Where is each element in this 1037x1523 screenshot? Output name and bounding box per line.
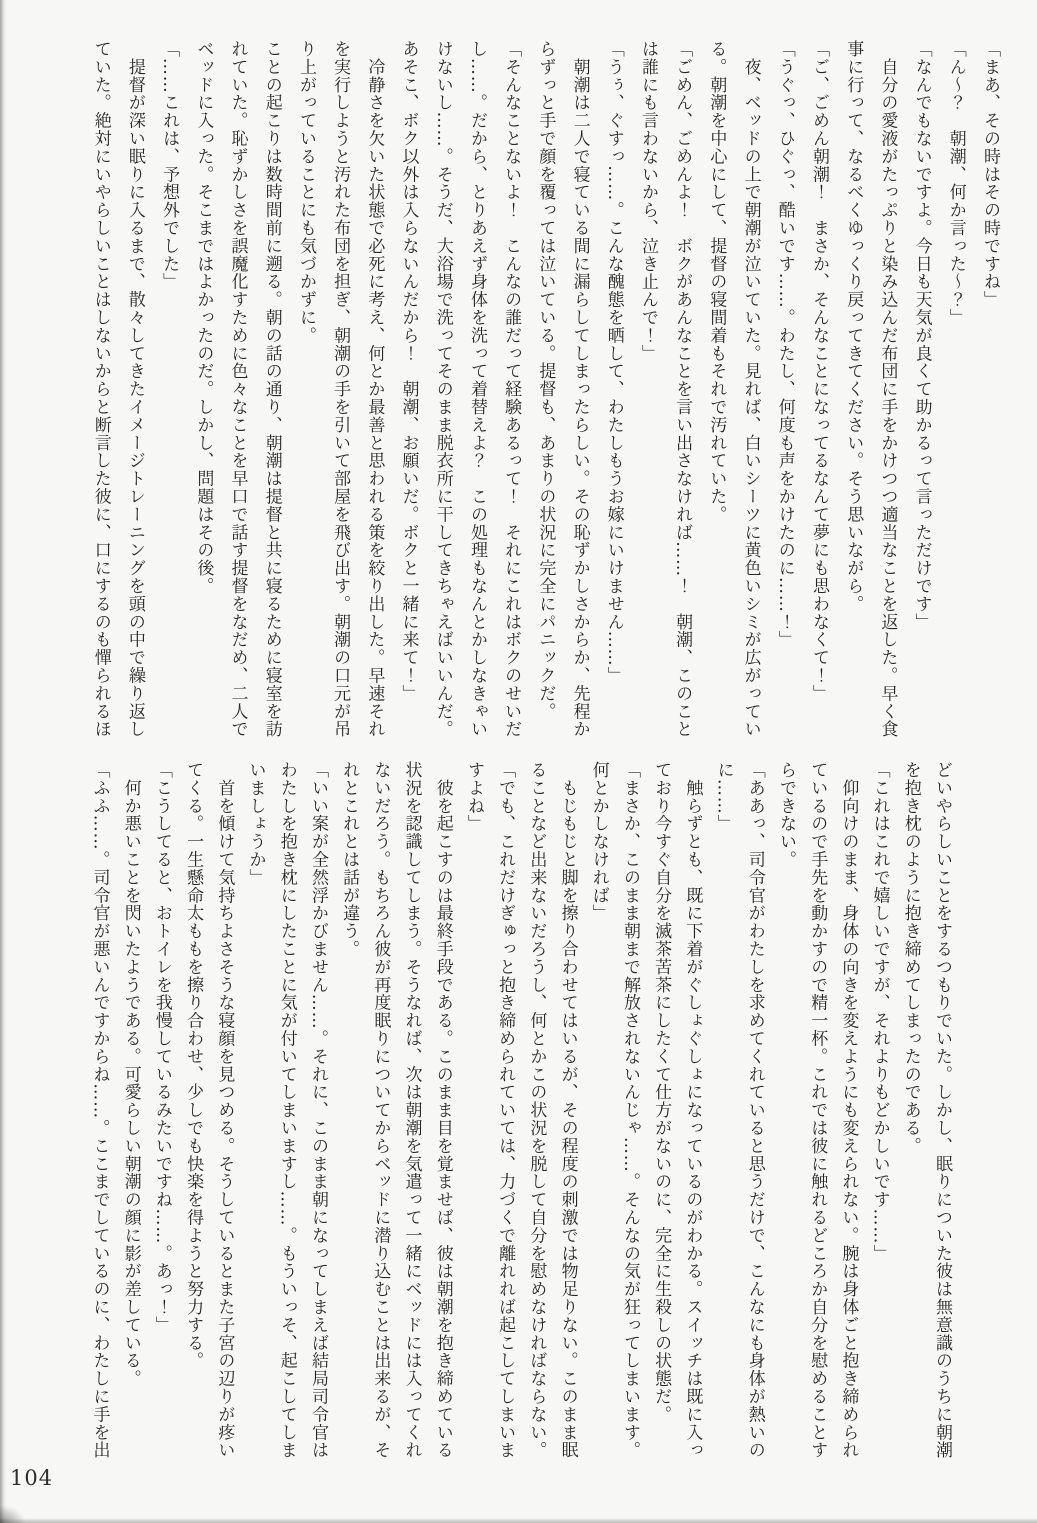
text-line: 「ふふ……。司令官が悪いんですからね……。ここまでしているのに、わたしに手を出: [89, 761, 110, 1460]
text-line: 「こうしてると、おトイレを我慢しているみたいですね……。あっ！」: [151, 761, 172, 1334]
text-line: れとこれとは話が違う。: [339, 761, 360, 958]
text-line: らずっと手で顔を覆っては泣いている。提督も、あまりの状況に完全にパニックだ。: [535, 40, 556, 721]
text-line: 彼を起こすのは最終手段である。このまま目を覚ませば、彼は朝潮を抱き締めている: [432, 761, 453, 1460]
text-line: 「いい案が全然浮かびません……。それに、このまま朝になってしまえば結局司令官は: [307, 761, 328, 1460]
text-line: ていた。絶対にいやらしいことはしないからと断言した彼に、口にするのも憚られるほ: [90, 40, 111, 739]
text-line: れていた。恥ずかしさを誤魔化すために色々なことを早口で話す提督をなだめ、二人で: [227, 40, 248, 739]
text-line: 「うぐっ、ひぐっ、酷いです……。わたし、何度も声をかけたのに……！」: [774, 40, 795, 649]
text-line: 「なんでもないですよ。今日も天気が良くて助かるって言っただけです」: [911, 40, 932, 631]
text-line: 「これはこれで嬉しいですが、それよりもどかしいです……」: [869, 761, 890, 1263]
text-line: 何か悪いことを閃いたようである。可愛らしい朝潮の顔に影が差している。: [120, 761, 141, 1388]
text-line: 何とかしなければ」: [588, 761, 609, 923]
text-line: り上がっていることにも気づかずに。: [295, 40, 316, 345]
text-line: る。朝潮を中心にして、提督の寝間着もそれで汚れていた。: [706, 40, 727, 524]
text-line: 「でも、これだけぎゅっと抱き締められていては、力づくで離れれば起こしてしまいま: [495, 761, 516, 1460]
text-line: 「そんなことないよ！ こんなの誰だって経験あるって！ それにこれはボクのせいだ: [501, 40, 522, 739]
text-line: 提督が深い眠りに入るまで、散々してきたイメージトレーニングを頭の中で繰り返し: [124, 40, 145, 739]
text-line: 朝潮は二人で寝ている間に漏らしてしまったらしい。その恥ずかしさからか、先程か: [569, 40, 590, 739]
scan-smudge-corner: [0, 1505, 26, 1523]
text-line: 「うぅ、ぐすっ……。こんな醜態を晒して、わたしもうお嫁にいけません……」: [603, 40, 624, 685]
text-line: ことの起こりは数時間前に遡る。朝の話の通り、朝潮は提督と共に寝るために寝室を訪: [261, 40, 282, 739]
text-line: に……」: [713, 761, 734, 833]
text-line: 触らずとも、既に下着がぐしょぐしょになっているのがわかる。スイッチは既に入っ: [682, 761, 703, 1460]
text-line: ており今すぐ自分を滅茶苦茶にしたくて仕方がないのに、完全に生殺しの状態だ。: [651, 761, 672, 1424]
text-line: てくる。一生懸命太ももを擦り合わせ、少しでも快楽を得ようと努力する。: [183, 761, 204, 1370]
text-line: を実行しようと汚れた布団を担ぎ、朝潮の手を引いて部屋を飛び出す。朝潮の口元が吊: [330, 40, 351, 739]
text-line: けないし……。そうだ、大浴場で洗ってそのまま脱衣所に干してきちゃえばいいんだ。: [432, 40, 453, 739]
text-line: 夜、ベッドの上で朝潮が泣いていた。見れば、白いシーツに黄色いシミが広がってい: [740, 40, 761, 739]
text-line: 自分の愛液がたっぷりと染み込んだ布団に手をかけつつ適当なことを返した。早く食: [877, 40, 898, 739]
text-line: 状況を認識してしまう。そうなれば、次は朝潮を気遣って一緒にベッドには入ってくれ: [401, 761, 422, 1460]
text-line: ているので手先を動かすので精一杯。これでは彼に触れるどころか自分を慰めることす: [807, 761, 828, 1460]
scan-edge-left: [0, 0, 7, 1523]
text-line: もじもじと脚を擦り合わせてはいるが、その程度の刺激では物足りない。このまま眠: [557, 761, 578, 1460]
text-line: わたしを抱き枕にしたことに気が付いてしまいますし……。もういっそ、起こしてしま: [276, 761, 297, 1460]
text-line: どいやらしいことをするつもりでいた。しかし、眠りについた彼は無意識のうちに朝潮: [932, 761, 952, 1460]
text-line: ることなど出来ないだろうし、何とかこの状況を脱して自分を慰めなければならない。: [526, 761, 547, 1460]
text-line: ないだろう。もちろん彼が再度眠りについてからベッドに潜り込むことは出来るが、そ: [370, 761, 391, 1460]
text-line: 「まあ、その時はその時ですね」: [980, 40, 1000, 309]
text-line: すよね」: [463, 761, 484, 833]
text-block-top: [84, 40, 1007, 752]
text-line: ベッドに入った。そこまではよかったのだ。しかし、問題はその後。: [193, 40, 214, 595]
text-line: らできない。: [775, 761, 796, 869]
text-line: 「……これは、予想外でした」: [159, 40, 180, 291]
text-line: 「まさか、このまま朝まで解放されないんじゃ……。そんなの気が狂ってしまいます。: [619, 761, 640, 1460]
text-line: 仰向けのまま、身体の向きを変えようにも変えられない。腕は身体ごと抱き締められ: [838, 761, 859, 1460]
text-block-bottom: [83, 761, 957, 1473]
text-line: 「ご、ごめん朝潮！ まさか、そんなことになってるなんて夢にも思わなくて！」: [808, 40, 829, 703]
text-line: 「ごめん、ごめんよ！ ボクがあんなことを言い出さなければ……！ 朝潮、このこと: [672, 40, 693, 739]
text-line: あそこ、ボク以外は入らないんだから！ 朝潮、お願いだ。ボクと一緒に来て！」: [398, 40, 419, 703]
scan-edge-bottom: [0, 1518, 1037, 1523]
text-line: 事に行って、なるべくゆっくり戻ってきてください。そう思いながら。: [843, 40, 864, 613]
text-line: 「ん〜？ 朝潮、何か言った〜？」: [945, 40, 966, 327]
page-number: 104: [10, 1466, 54, 1490]
text-line: 首を傾けて気持ちよさそうな寝顔を見つめる。そうしているとまた子宮の辺りが疼い: [214, 761, 235, 1460]
text-line: 「ああっ、司令官がわたしを求めてくれていると思うだけで、こんなにも身体が熱いの: [744, 761, 765, 1460]
text-line: し……。だから、とりあえず身体を洗って着替えよ？ この処理もなんとかしなきゃい: [466, 40, 487, 739]
text-line: 冷静さを欠いた状態で必死に考え、何とか最善と思われる策を絞り出した。早速それ: [364, 40, 385, 739]
text-line: は誰にも言わないから、泣き止んで！」: [637, 40, 658, 363]
text-line: いましょうか」: [245, 761, 266, 887]
text-line: を抱き枕のように抱き締めてしまったのである。: [900, 761, 921, 1155]
